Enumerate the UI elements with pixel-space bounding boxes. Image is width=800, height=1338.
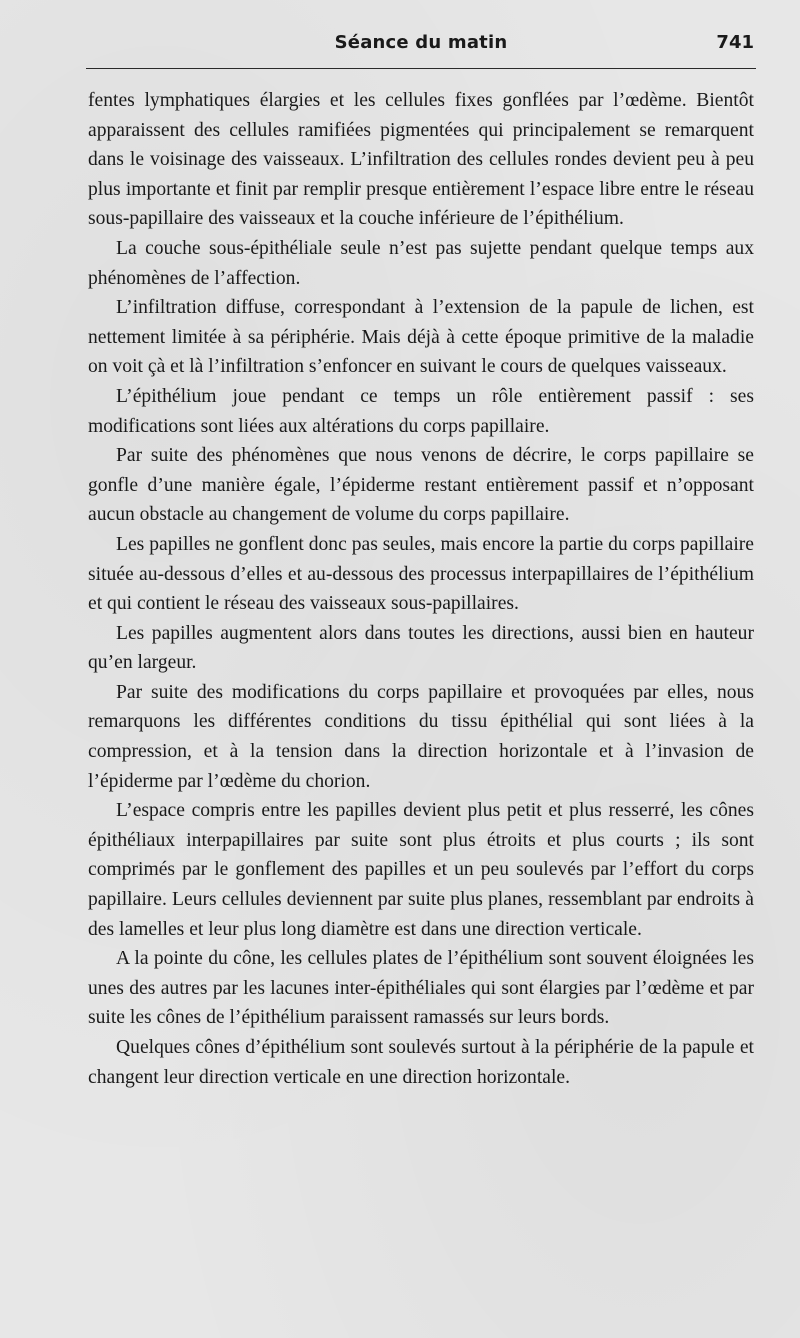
paragraph: L’épithélium joue pendant ce temps un rôle entièrement passif : ses modifications sont liées aux altérations du corps papillaire.	[88, 385, 754, 437]
paragraph: Quelques cônes d’épithélium sont soulevés surtout à la périphérie de la papule et changent leur direction verticale en une direction horizontale.	[88, 1037, 754, 1088]
paragraph: Par suite des modifications du corps papillaire et provoquées par elles, nous remarquons les différentes conditions du tissu épithélial qui sont liées à la compression, et à la tension dans la direction horizontale et à l’invasion de l’épiderme par l’œdème du chorion.	[88, 681, 754, 792]
running-title: Séance du matin	[334, 32, 508, 53]
page-header	[88, 30, 754, 60]
paragraph: A la pointe du cône, les cellules plates de l’épithélium sont souvent éloignées les unes des autres par les lacunes inter-épithéliales qui sont élargies par l’œdème et par suite les cônes de l’épithélium paraissent ramassés sur leurs bords.	[88, 948, 754, 1029]
paragraph: L’infiltration diffuse, correspondant à l’extension de la papule de lichen, est nettement limitée à sa périphérie. Mais déjà à cette époque primitive de la maladie on voit çà et là l’infiltration s’enfoncer en suivant le cours de quelques vaisseaux.	[88, 297, 754, 378]
paragraph: La couche sous-épithéliale seule n’est pas sujette pendant quelque temps aux phénomènes de l’affection.	[88, 237, 754, 289]
page-number: 741	[716, 32, 754, 53]
paragraph: L’espace compris entre les papilles devient plus petit et plus resserré, les cônes épithéliaux interpapillaires par suite sont plus étroits et plus courts ; ils sont comprimés par le gonflement des papilles et un peu soulevés par l’effort du corps papillaire. Leurs cellules deviennent par suite plus planes, ressemblant par endroits à des lamelles et leur plus long diamètre est dans une direction verticale.	[88, 800, 754, 940]
paragraph: Par suite des phénomènes que nous venons de décrire, le corps papillaire se gonfle d’une manière égale, l’épiderme restant entièrement passif et n’opposant aucun obstacle au changement de volume du corps papillaire.	[88, 445, 754, 526]
header-rule	[86, 68, 756, 69]
paragraph: Les papilles augmentent alors dans toutes les directions, aussi bien en hauteur qu’en largeur.	[88, 622, 754, 674]
body-text	[88, 86, 754, 1092]
paragraph: Les papilles ne gonflent donc pas seules, mais encore la partie du corps papillaire située au-dessous d’elles et au-dessous des processus interpapillaires de l’épithélium et qui contient le réseau des vaisseaux sous-papillaires.	[88, 533, 754, 615]
paragraph: fentes lymphatiques élargies et les cellules fixes gonflées par l’œdème. Bientôt apparaissent des cellules ramifiées pigmentées qui principalement se remarquent dans le voisinage des vaisseaux. L’infiltration des cellules rondes devient peu à peu plus importante et finit par remplir presque entièrement l’espace libre entre le réseau sous-papillaire des vaisseaux et la couche inférieure de l’épithélium.	[88, 90, 754, 230]
